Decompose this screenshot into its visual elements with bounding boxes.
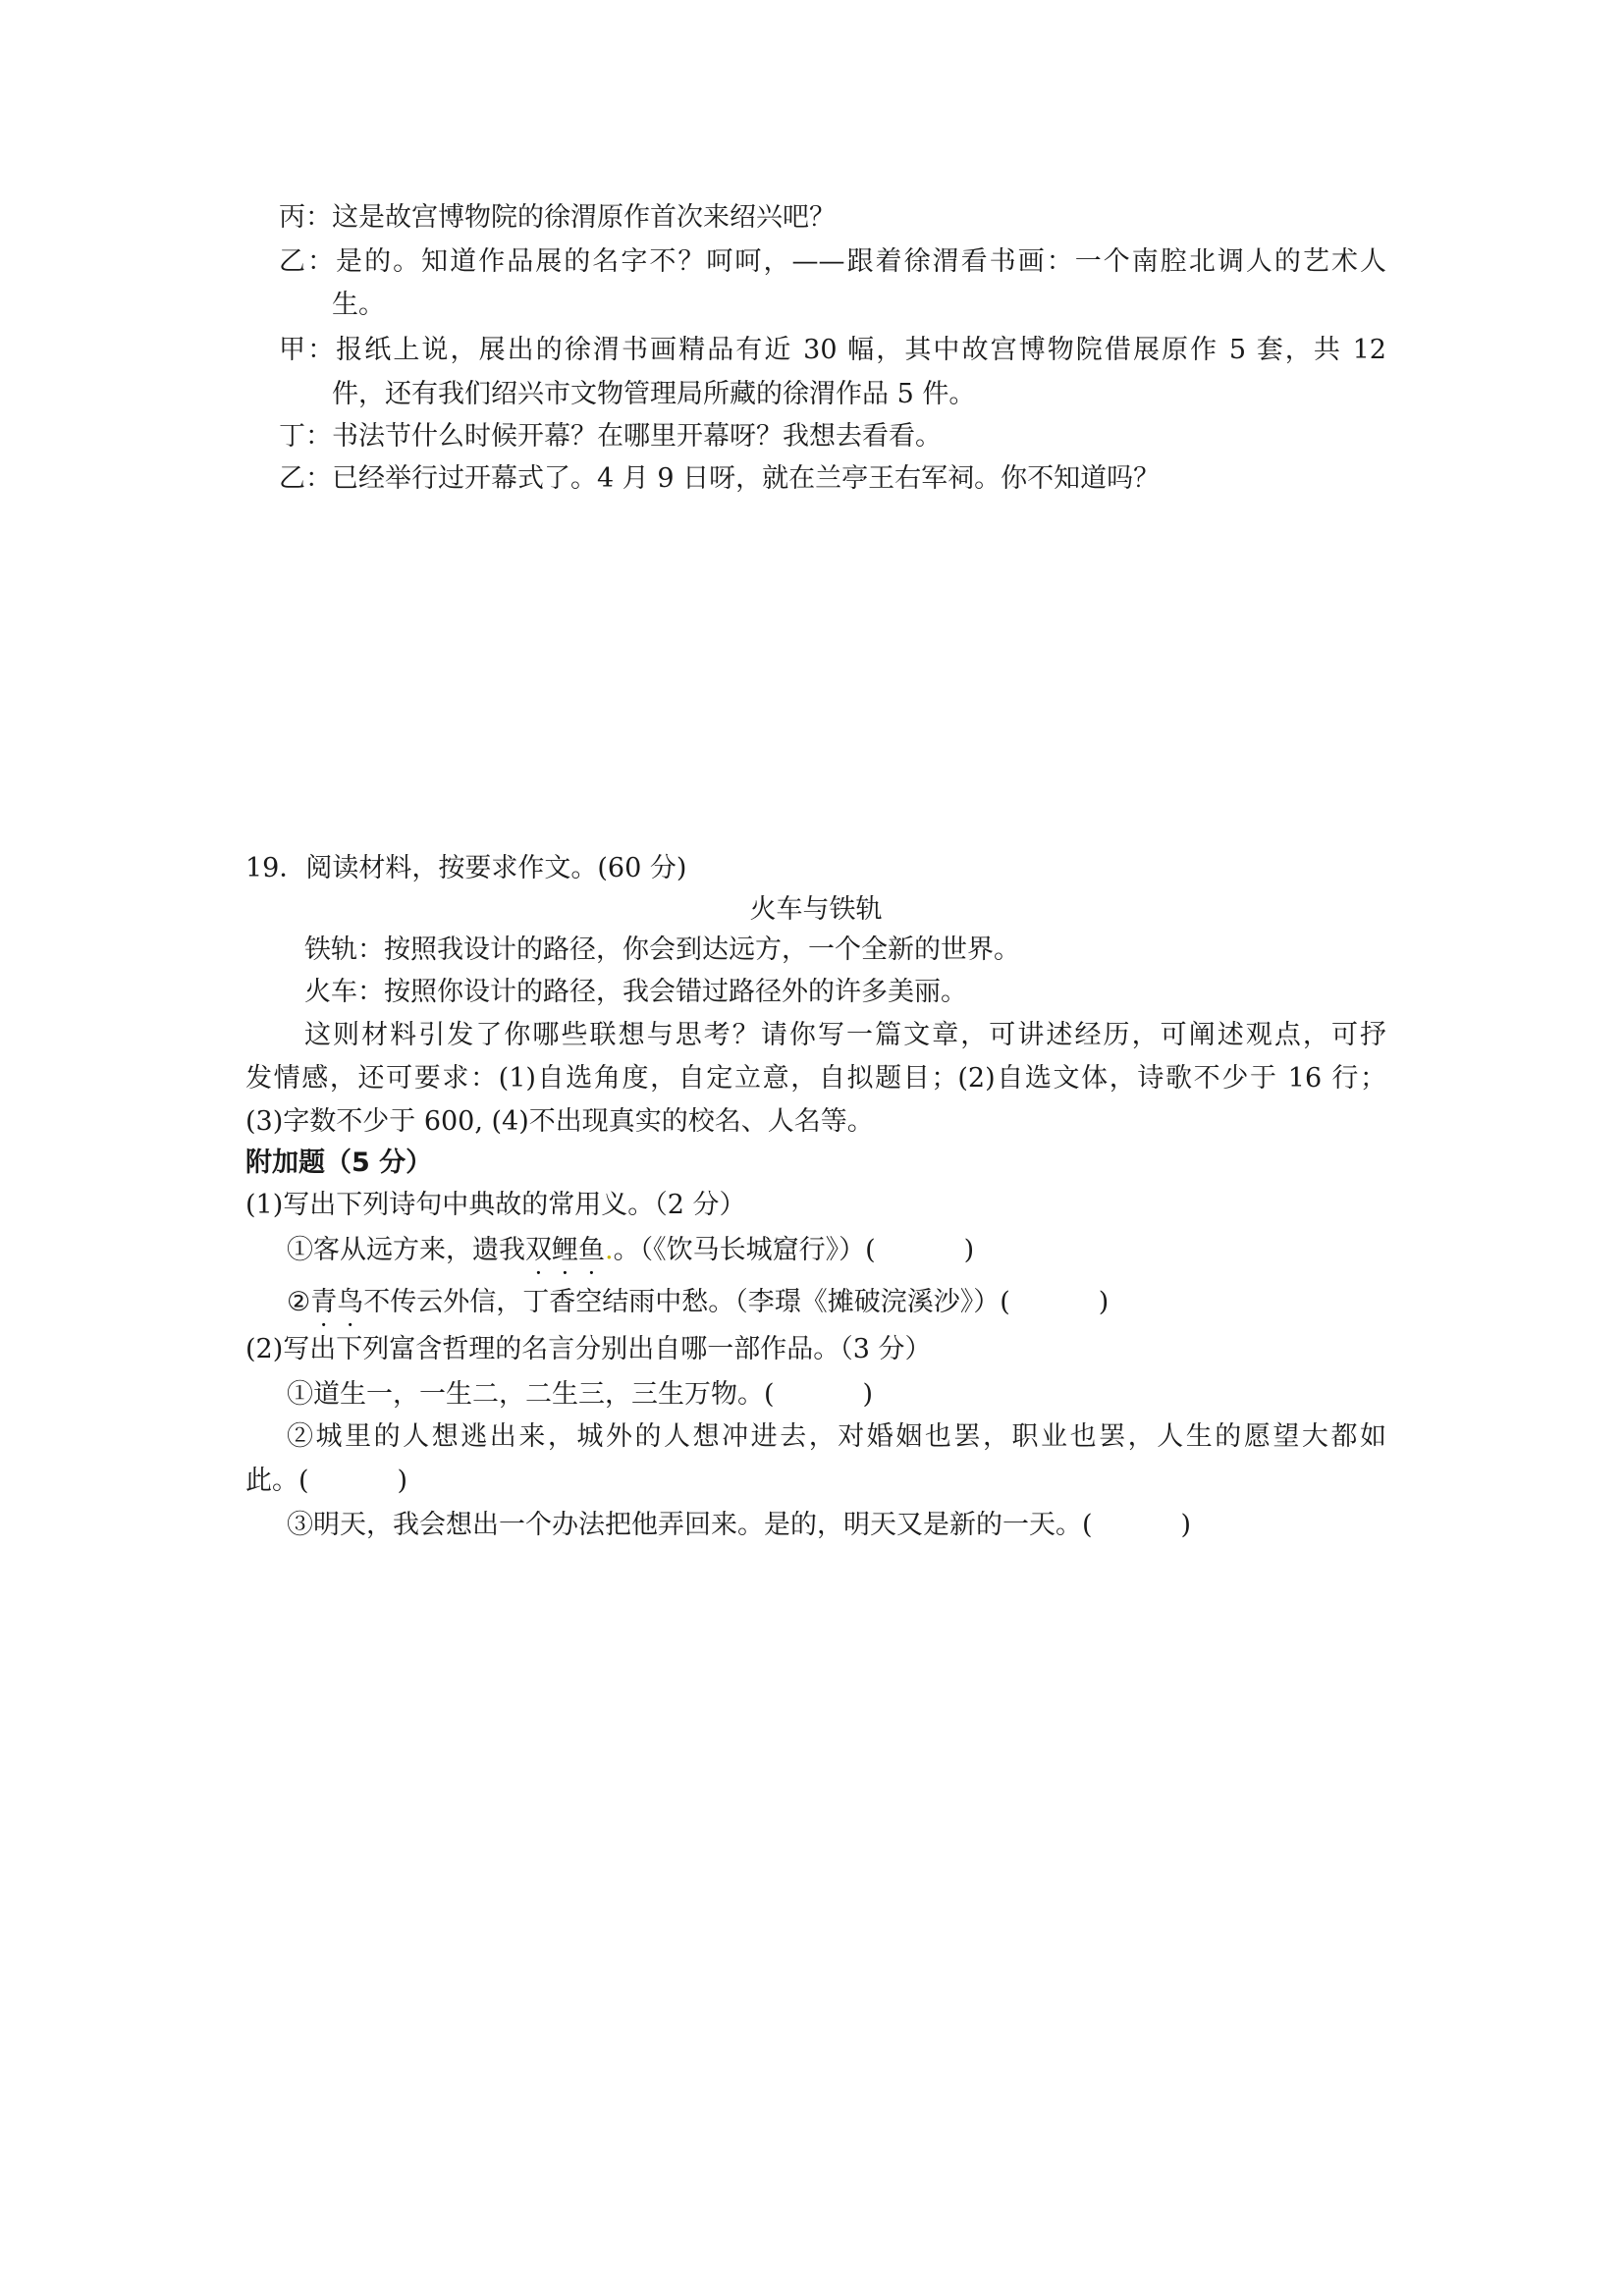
dotted-char: 双 bbox=[525, 1235, 552, 1265]
q19-material-line: 铁轨：按照我设计的路径，你会到达远方，一个全新的世界。 bbox=[304, 934, 1020, 965]
q19-material-title: 火车与铁轨 bbox=[749, 894, 883, 925]
dialogue-line: 丁：书法节什么时候开幕？在哪里开幕呀？我想去看看。 bbox=[279, 421, 942, 452]
bonus-part2-item-b: ②城里的人想逃出来，城外的人想冲进去，对婚姻也罢，职业也罢，人生的愿望大都如 bbox=[287, 1421, 1386, 1452]
dotted-char: 鲤 bbox=[552, 1235, 578, 1265]
item-text: 。（《饮马长城窟行》）( bbox=[613, 1235, 876, 1265]
bonus-part2-heading: (2)写出下列富含哲理的名言分别出自哪一部作品。（3 分） bbox=[245, 1334, 932, 1364]
dotted-char: 鸟 bbox=[337, 1287, 364, 1317]
bonus-part1-heading: (1)写出下列诗句中典故的常用义。（2 分） bbox=[245, 1190, 746, 1220]
dialogue-line: 生。 bbox=[332, 290, 385, 320]
dialogue-line: 件，还有我们绍兴市文物管理局所藏的徐渭作品 5 件。 bbox=[332, 379, 976, 409]
item-text: ③明天，我会想出一个办法把他弄回来。是的，明天又是新的一天。( bbox=[287, 1510, 1093, 1540]
paren-close: ) bbox=[963, 1235, 975, 1265]
dialogue-line: 甲：报纸上说，展出的徐渭书画精品有近 30 幅，其中故宫博物院借展原作 5 套，共 12 bbox=[279, 335, 1386, 365]
item-text: ② bbox=[287, 1287, 311, 1317]
dotted-char: 鱼 bbox=[578, 1235, 605, 1265]
paren-close: ) bbox=[1098, 1287, 1110, 1317]
q19-heading: 19．阅读材料，按要求作文。(60 分) bbox=[245, 853, 687, 883]
dotted-char: 青 bbox=[310, 1287, 338, 1317]
q19-material-line: 火车：按照你设计的路径，我会错过路径外的许多美丽。 bbox=[304, 977, 967, 1007]
bonus-part2-item-a bbox=[287, 1378, 873, 1412]
paren-close: ) bbox=[397, 1466, 408, 1496]
q19-instruction: (3)字数不少于 600, (4)不出现真实的校名、人名等。 bbox=[245, 1106, 874, 1137]
paren-close: ) bbox=[862, 1379, 874, 1410]
bonus-part2-item-c bbox=[287, 1509, 1191, 1542]
bonus-part1-item-a bbox=[287, 1234, 974, 1267]
item-text: 不传云外信，丁香空结雨中愁。（李璟《摊破浣溪沙》）( bbox=[363, 1287, 1010, 1317]
dialogue-line: 乙：是的。知道作品展的名字不？呵呵，——跟着徐渭看书画：一个南腔北调人的艺术人 bbox=[279, 246, 1386, 277]
bonus-part2-item-b-cont bbox=[245, 1465, 407, 1498]
dialogue-line: 乙：已经举行过开幕式了。4 月 9 日呀，就在兰亭王右军祠。你不知道吗？ bbox=[279, 463, 1161, 494]
emphasis-mark: . bbox=[605, 1235, 614, 1265]
dialogue-line: 丙：这是故宫博物院的徐渭原作首次来绍兴吧？ bbox=[279, 202, 836, 233]
item-text: ①客从远方来，遗我 bbox=[287, 1235, 525, 1265]
bonus-heading: 附加题（5 分） bbox=[245, 1148, 433, 1178]
bonus-part1-item-b bbox=[287, 1286, 1109, 1319]
item-text: 此。( bbox=[245, 1466, 309, 1496]
q19-instruction: 发情感，还可要求：(1)自选角度，自定立意，自拟题目；(2)自选文体，诗歌不少于 16 行； bbox=[245, 1063, 1386, 1094]
item-text: ①道生一，一生二，二生三，三生万物。( bbox=[287, 1379, 775, 1410]
q19-instruction: 这则材料引发了你哪些联想与思考？请你写一篇文章，可讲述经历，可阐述观点，可抒 bbox=[304, 1020, 1386, 1050]
paren-close: ) bbox=[1180, 1510, 1192, 1540]
